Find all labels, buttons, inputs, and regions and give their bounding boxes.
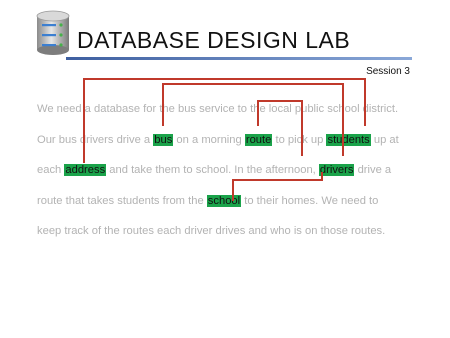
text-run: We need a database for the bus service to the local public school district. [37,103,399,115]
text-run: keep track of the routes each driver drives and who is on those routes. [37,225,386,237]
highlight-bus: bus [154,133,173,146]
text-run: each [37,164,65,176]
text-run: to their homes. We need to [241,194,379,207]
text-line-2 [37,125,417,156]
text-line-3 [37,155,417,186]
title-underline [66,57,412,60]
text-line-4 [37,186,417,217]
text-run: route that takes students from the [37,194,207,207]
text-run: to pick up [272,133,327,146]
session-label: Session 3 [366,66,410,77]
highlight-route: route [245,133,272,146]
text-line-5 [37,216,417,247]
page-title: DATABASE DESIGN LAB [77,27,351,53]
text-run: and take them to school. In the afternoon, [106,164,319,176]
highlight-address: address [65,164,106,176]
highlight-students: students [327,133,370,146]
text-run: Our bus drivers drive a [37,133,154,146]
text-run: up at [370,133,399,146]
text-run: drive a [354,164,392,176]
highlight-drivers: drivers [319,164,354,176]
database-icon [33,8,73,56]
text-run: on a morning [173,133,245,146]
text-line-1 [37,94,417,125]
highlight-school: school [207,194,241,207]
problem-statement [37,94,417,247]
